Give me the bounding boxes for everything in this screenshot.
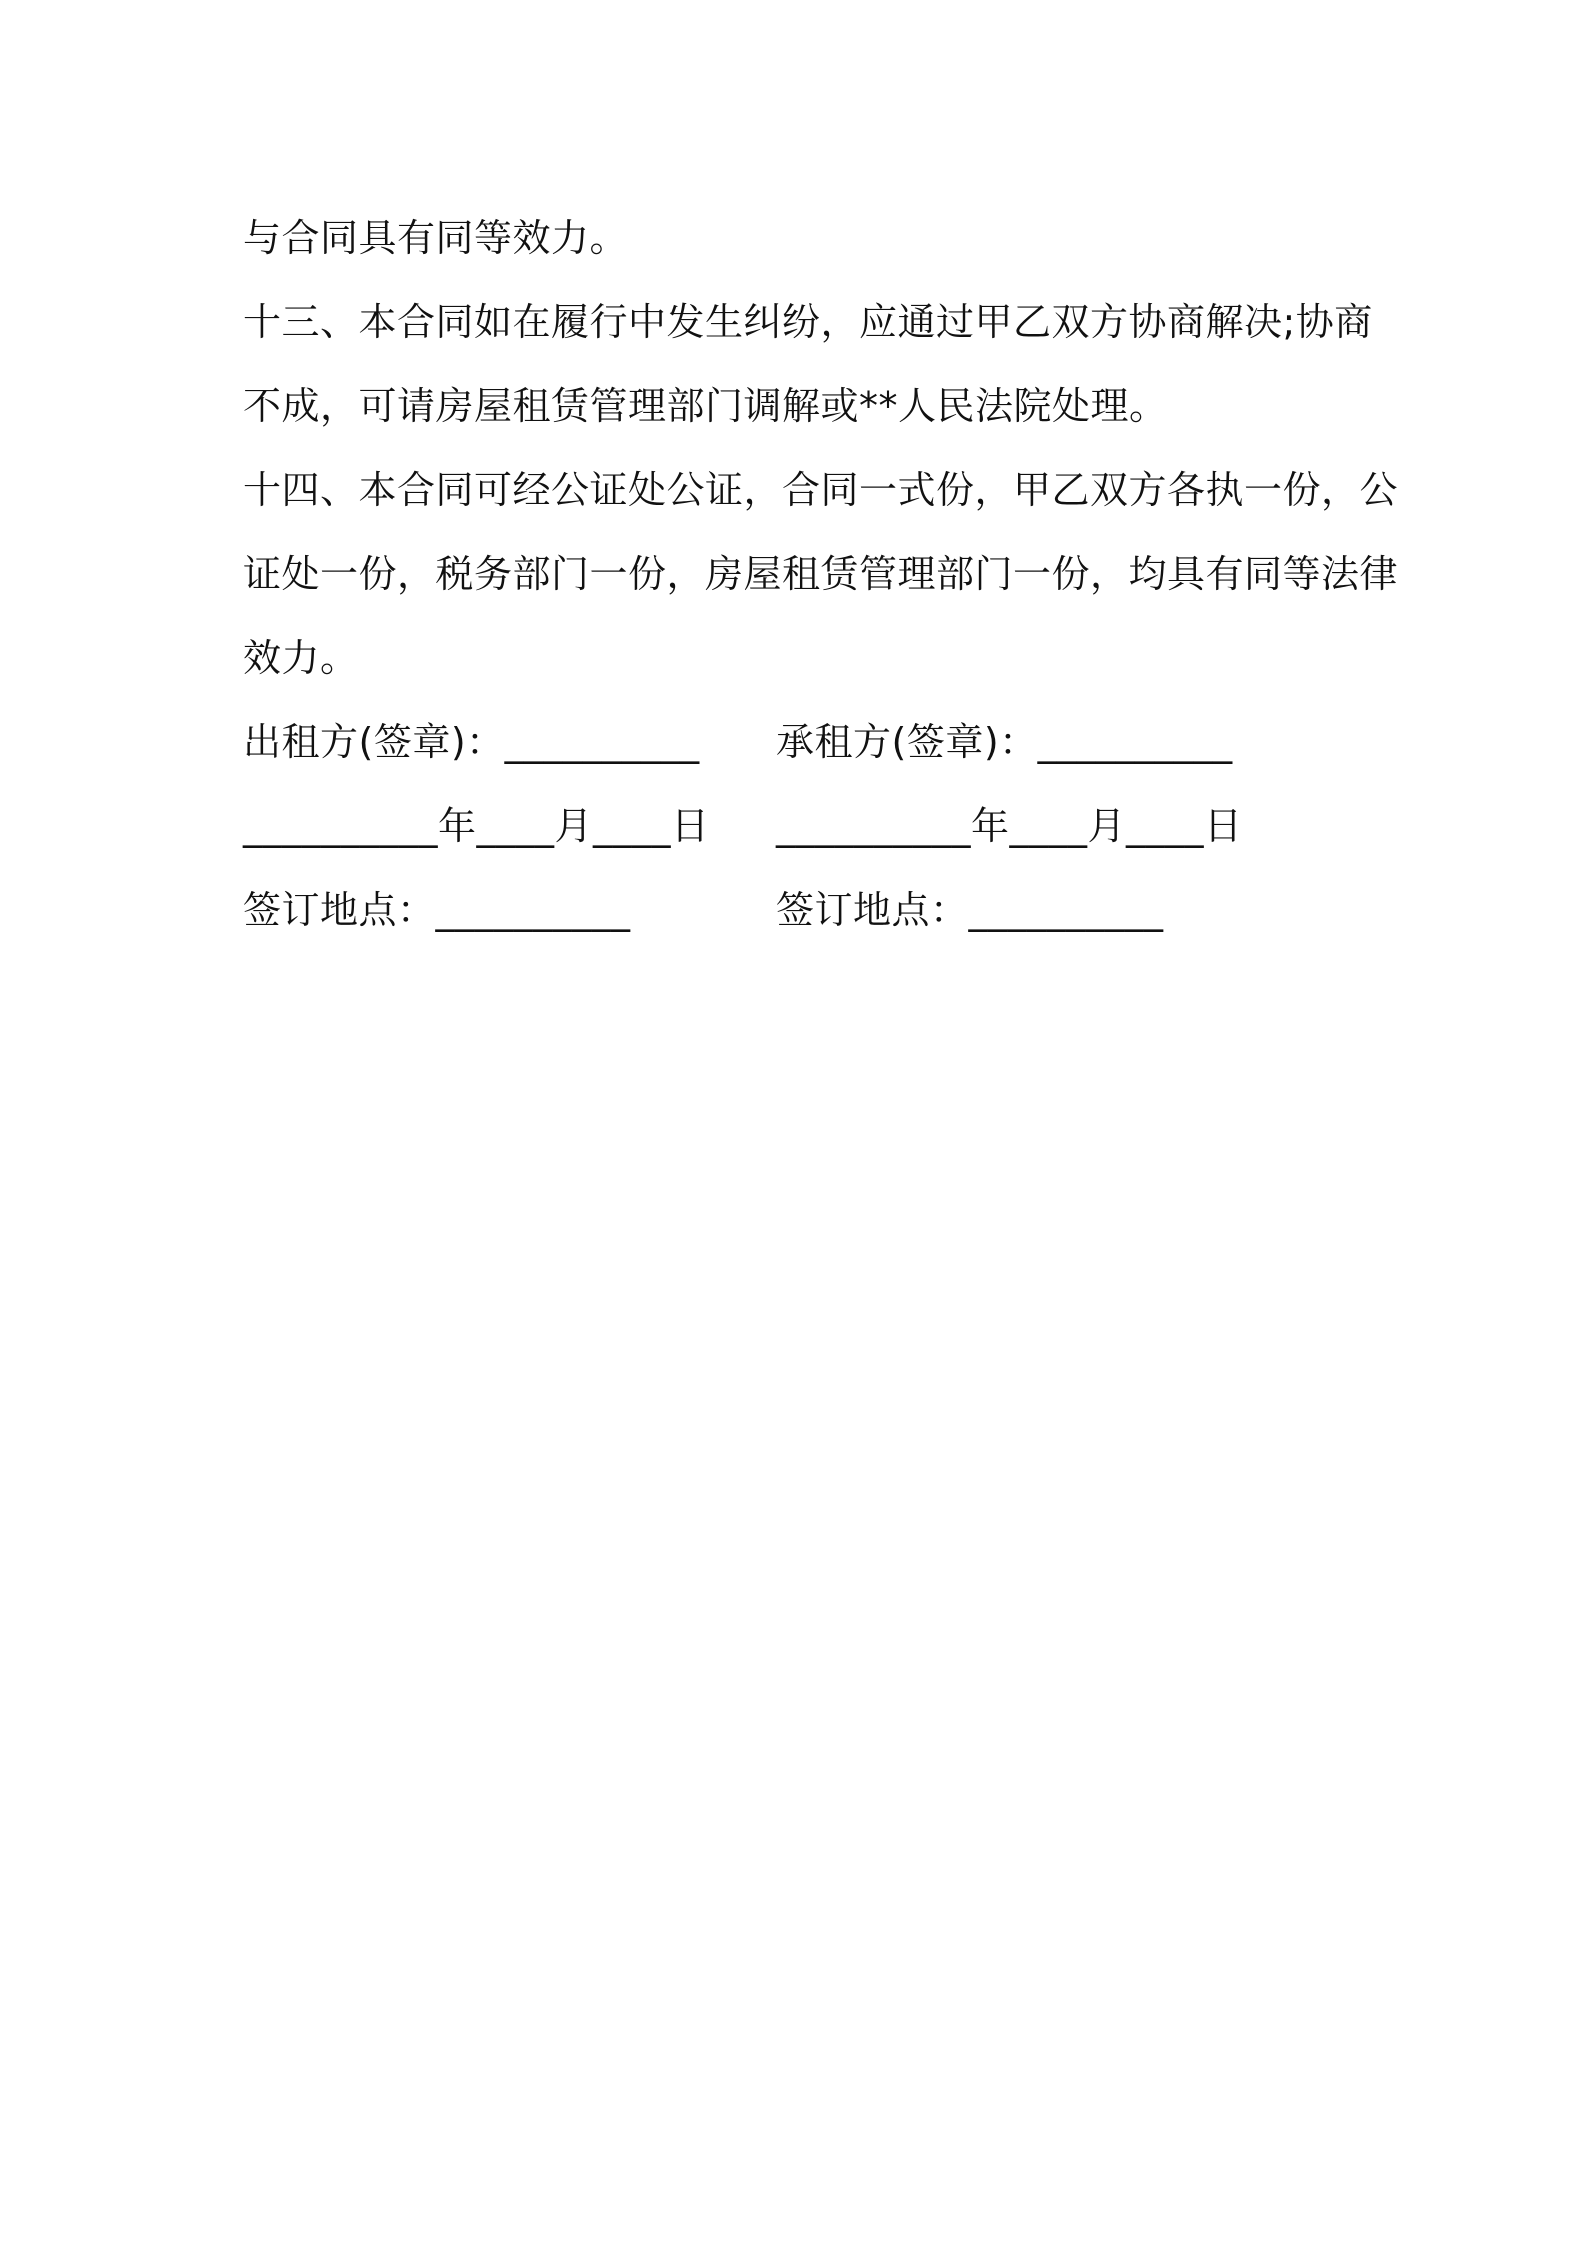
- clause-13-line-2: 不成，可请房屋租赁管理部门调解或**人民法院处理。: [243, 384, 1168, 428]
- paragraph-line: 与合同具有同等效力。: [243, 216, 629, 260]
- signature-row: [243, 700, 1363, 784]
- lessor-signature-field: 出租方(签章)：__________: [243, 720, 700, 764]
- clause-13-line-1: 十三、本合同如在履行中发生纠纷，应通过甲乙双方协商解决;协商: [243, 300, 1373, 344]
- contract-body: [243, 196, 1399, 952]
- date-row: [243, 784, 1363, 868]
- clause-14-line-2: 证处一份，税务部门一份，房屋租赁管理部门一份，均具有同等法律: [243, 552, 1399, 596]
- lessee-date-field: __________年____月____日: [776, 804, 1243, 848]
- clause-14-line-1: 十四、本合同可经公证处公证，合同一式份，甲乙双方各执一份，公: [243, 468, 1399, 512]
- lessee-signature-field: 承租方(签章)：__________: [776, 720, 1233, 764]
- lessee-place-field: 签订地点：__________: [776, 888, 1164, 932]
- clause-14-line-3: 效力。: [243, 636, 359, 680]
- lessor-date-field: __________年____月____日: [243, 804, 710, 848]
- lessor-place-field: 签订地点：__________: [243, 888, 631, 932]
- place-row: [243, 868, 1363, 952]
